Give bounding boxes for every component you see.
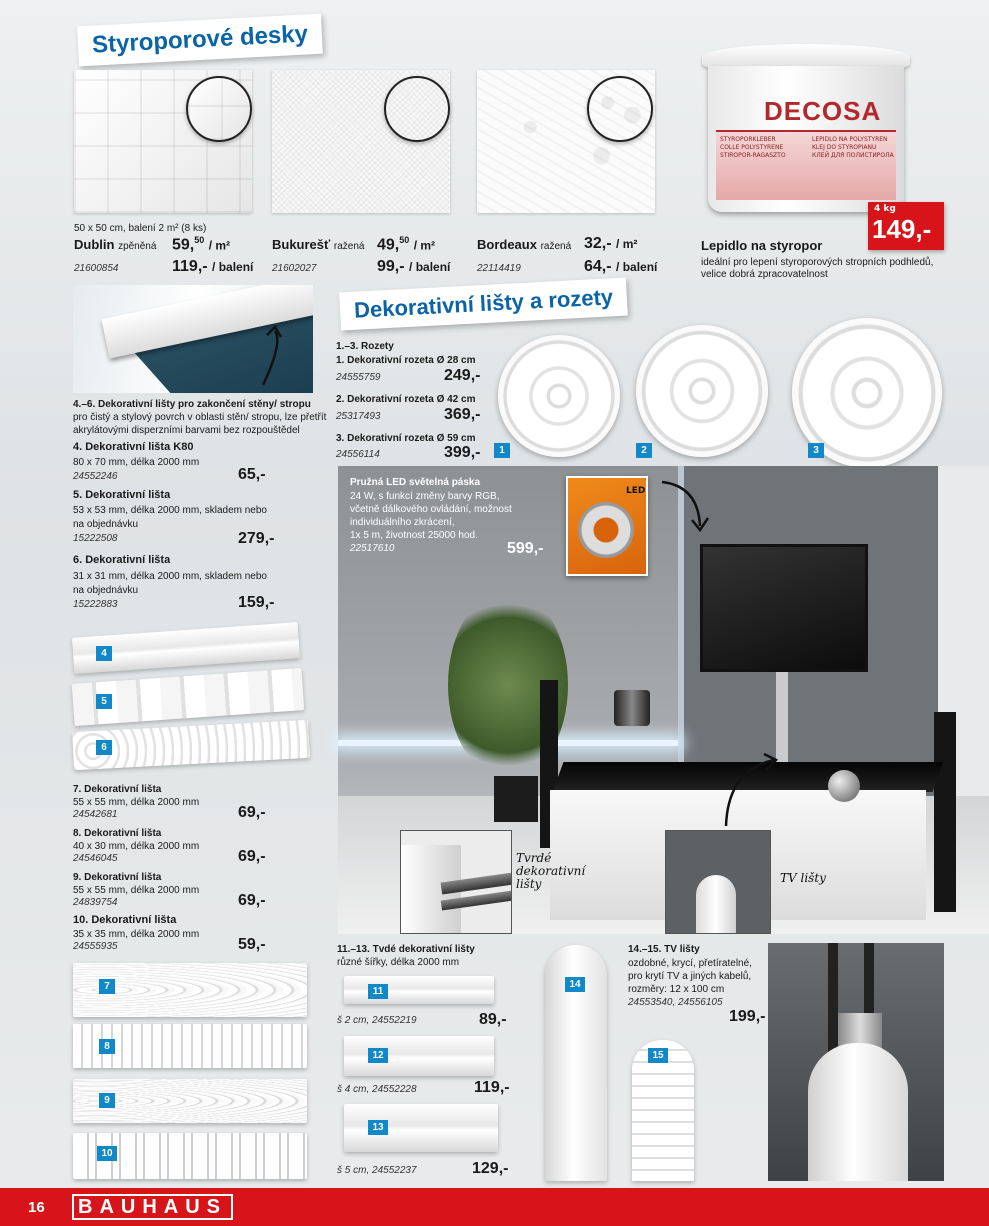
product-name: Dublin: [74, 237, 115, 252]
product-name: Bordeaux: [477, 237, 537, 252]
rosette-1-code: 24555759: [336, 372, 381, 383]
price-main: 64,-: [584, 258, 612, 275]
molding-7-badge: 7: [99, 979, 115, 994]
tv-moldings-inset: [665, 830, 771, 934]
tv-molding-14-badge: 14: [565, 977, 585, 992]
molding-10-spec: 35 x 35 mm, délka 2000 mm: [73, 929, 200, 940]
rosette-3-price: 399,-: [444, 444, 481, 461]
price-unit: / m²: [616, 237, 638, 251]
hard-molding-12-badge: 12: [368, 1048, 388, 1063]
tv-moldings-price: 199,-: [729, 1008, 766, 1025]
led-reel: [578, 502, 634, 558]
plant-pot: [494, 776, 538, 822]
molding-8-price: 69,-: [238, 848, 266, 865]
led-pack-label: LED: [626, 486, 646, 496]
molding-5-label: 5. Dekorativní lišta: [73, 489, 171, 501]
molding-4-price: 65,-: [238, 466, 266, 483]
bucket-text-line: STIROPOR-RAGASZTO: [720, 152, 786, 159]
rosette-2-label: 2. Dekorativní rozeta Ø 42 cm: [336, 394, 476, 405]
molding-5-code: 15222508: [73, 533, 118, 544]
rosettes-header: 1.–3. Rozety: [336, 341, 394, 352]
product-dublin-price-pack: [172, 258, 253, 276]
molding-10-code: 24555935: [73, 941, 118, 952]
price-main: 49,: [377, 236, 400, 254]
rosette-3-badge: 3: [808, 443, 824, 458]
width: š 2 cm,: [337, 1015, 370, 1026]
script-label-line: dekorativní: [516, 864, 586, 878]
molding-6-code: 15222883: [73, 599, 118, 610]
product-name: Bukurešť: [272, 237, 331, 252]
tile-spec: 50 x 50 cm, balení 2 m² (8 ks): [74, 223, 207, 234]
led-strip-desc: včetně dálkového ovládání, možnost: [350, 504, 512, 515]
bucket-text-line: COLLE POLYSTYRENE: [720, 144, 784, 151]
molding-6-price: 159,-: [238, 594, 275, 611]
tile-bukurest-image: [272, 70, 450, 213]
molding-5-spec: na objednávku: [73, 519, 139, 530]
price-cents: 50: [399, 235, 410, 245]
product-dublin-name: [74, 237, 156, 252]
tv-moldings-desc: pro krytí TV a jiných kabelů,: [628, 971, 752, 982]
footer-bar: [0, 1188, 989, 1226]
led-strip-desc: 24 W, s funkcí změny barvy RGB,: [350, 491, 500, 502]
tv-moldings-desc: rozměry: 12 x 100 cm: [628, 984, 725, 995]
price-unit: / m²: [413, 238, 436, 253]
glue-weight: 4 kg: [874, 204, 896, 214]
molding-7-spec: 55 x 55 mm, délka 2000 mm: [73, 797, 200, 808]
molding-10-label: 10. Dekorativní lišta: [73, 914, 177, 926]
product-variant: ražená: [540, 241, 572, 252]
molding-9-code: 24839754: [73, 897, 118, 908]
tv-moldings-codes: 24553540, 24556105: [628, 997, 723, 1008]
product-variant: ražená: [333, 241, 365, 252]
hard-moldings-header: 11.–13. Tvdé dekorativní lišty: [337, 944, 475, 955]
molding-4-label: 4. Dekorativní lišta K80: [73, 441, 194, 453]
rosette-1-image: [498, 335, 620, 457]
hard-moldings-inset: [400, 830, 512, 934]
glue-name: Lepidlo na styropor: [701, 238, 823, 253]
wall-moldings-header: 4.–6. Dekorativní lišty pro zakončení stěny/ stropu: [73, 399, 311, 410]
glue-price-tag: [868, 202, 944, 250]
price-unit: / balení: [616, 260, 658, 274]
script-label-line: Tvrdé: [516, 851, 552, 865]
hard-molding-11-spec: [337, 1015, 417, 1026]
inset-cable-cover: [696, 875, 736, 934]
molding-7-code: 24542681: [73, 809, 118, 820]
led-strip-price: 599,-: [507, 540, 544, 557]
price-cents: 50: [194, 235, 205, 245]
molding-8-spec: 40 x 30 mm, délka 2000 mm: [73, 841, 200, 852]
molding-7-price: 69,-: [238, 804, 266, 821]
tv-moldings-label: TV lišty: [780, 871, 826, 885]
price-main: 119,-: [172, 258, 208, 275]
rosette-2-image: [636, 325, 768, 457]
tv-moldings-desc: ozdobné, krycí, přetíratelné,: [628, 958, 752, 969]
code: 24552237: [372, 1165, 417, 1176]
arrow-icon: [718, 750, 788, 830]
glue-desc-line: velice dobrá zpracovatelnost: [701, 269, 828, 280]
wall-moldings-desc: akrylátovými disperzními barvami bez rozpouštědel: [73, 425, 300, 436]
hard-molding-13-badge: 13: [368, 1120, 388, 1135]
price-unit: / balení: [409, 260, 451, 274]
rosette-2-price: 369,-: [444, 406, 481, 423]
molding-8-label: 8. Dekorativní lišta: [73, 828, 162, 839]
product-bukurest-code: 21602027: [272, 263, 317, 274]
molding-6-label: 6. Dekorativní lišta: [73, 554, 171, 566]
product-bordeaux-code: 22114419: [477, 263, 521, 274]
tile-zoom-circle: [587, 76, 653, 142]
molding-5-price: 279,-: [238, 530, 275, 547]
tile-bordeaux-image: [477, 70, 655, 213]
glue-bucket-image: [692, 44, 920, 214]
rosette-1-price: 249,-: [444, 367, 481, 384]
molding-4-spec: 80 x 70 mm, délka 2000 mm: [73, 457, 200, 468]
led-strip-title: Pružná LED světelná páska: [350, 477, 481, 488]
product-bukurest-price-m2: [377, 235, 435, 254]
bucket-text-line: КЛЕЙ ДЛЯ ПОЛИСТИРОЛА: [812, 152, 894, 159]
section-title-moldings: Dekorativní lišty a rozety: [339, 278, 628, 331]
price-main: 32,-: [584, 235, 612, 252]
width: š 4 cm,: [337, 1084, 370, 1095]
molding-9-badge: 9: [99, 1093, 115, 1108]
price-unit: / m²: [208, 238, 231, 253]
bucket-body: [708, 66, 904, 212]
bucket-text-line: KLEJ DO STYROPIANU: [812, 144, 877, 151]
hard-molding-12-price: 119,-: [474, 1079, 510, 1096]
hard-molding-11-image: [344, 976, 494, 1004]
molding-4-badge: 4: [96, 646, 112, 661]
glue-price: 149,-: [872, 214, 932, 244]
arrow-icon: [658, 476, 712, 536]
bucket-label-band: [716, 130, 896, 200]
price-main: 99,-: [377, 258, 405, 275]
tv-molding-photo: [768, 943, 944, 1181]
bauhaus-logo: [72, 1194, 233, 1220]
code: 24552219: [372, 1015, 417, 1026]
arrow-icon: [253, 323, 303, 389]
molding-4-code: 24552246: [73, 471, 118, 482]
tile-dublin-image: [74, 70, 252, 213]
tv-molding-15-badge: 15: [648, 1048, 668, 1063]
speaker-right: [934, 712, 956, 912]
product-dublin-price-m2: [172, 235, 230, 254]
bauhaus-logo-text: BAUHAUS: [78, 1195, 227, 1218]
molding-6-spec: na objednávku: [73, 585, 139, 596]
glue-desc-line: ideální pro lepení styroporových stropních podhledů,: [701, 257, 934, 268]
hard-molding-12-image: [344, 1036, 494, 1076]
product-dublin-code: 21600854: [74, 263, 119, 274]
rosette-1-badge: 1: [494, 443, 510, 458]
bucket-text-line: LEPIDLO NA POLYSTYREN: [812, 136, 888, 143]
product-variant: zpěněná: [118, 241, 157, 252]
rosette-1-label: 1. Dekorativní rozeta Ø 28 cm: [336, 355, 476, 366]
section-title-tiles: Styroporové desky: [77, 14, 323, 67]
rosette-2-code: 25317493: [336, 411, 381, 422]
molding-8-badge: 8: [99, 1039, 115, 1054]
rosette-3-label: 3. Dekorativní rozeta Ø 59 cm: [336, 433, 476, 444]
hard-moldings-sub: různé šířky, délka 2000 mm: [337, 957, 460, 968]
rosette-3-code: 24556114: [336, 449, 380, 460]
molding-6-badge: 6: [96, 740, 112, 755]
molding-7-label: 7. Dekorativní lišta: [73, 784, 162, 795]
molding-5-spec: 53 x 53 mm, délka 2000 mm, skladem nebo: [73, 505, 267, 516]
molding-6-spec: 31 x 31 mm, délka 2000 mm, skladem nebo: [73, 571, 267, 582]
hard-molding-13-price: 129,-: [472, 1160, 509, 1177]
led-strip-desc: individuálního zkrácení,: [350, 517, 455, 528]
page-number: 16: [28, 1199, 45, 1216]
hard-molding-13-spec: [337, 1165, 417, 1176]
script-label-line: lišty: [516, 877, 542, 891]
price-main: 59,: [172, 236, 195, 254]
wall-moldings-desc: pro čistý a stylový povrch v oblasti stěn/ stropu, lze přetřít: [73, 412, 327, 423]
hard-molding-12-spec: [337, 1084, 417, 1095]
product-bukurest-name: [272, 237, 364, 252]
hard-moldings-label: [516, 852, 585, 891]
bucket-brand: DECOSA: [764, 96, 882, 126]
code: 24552228: [372, 1084, 417, 1095]
product-bordeaux-price-pack: [584, 258, 657, 276]
lamp: [614, 690, 650, 726]
molding-9-label: 9. Dekorativní lišta: [73, 872, 162, 883]
rosette-2-badge: 2: [636, 443, 652, 458]
vase: [828, 770, 860, 802]
wall-molding-photo: [73, 285, 313, 393]
tv-moldings-header: 14.–15. TV lišty: [628, 944, 700, 955]
molding-5-badge: 5: [96, 694, 112, 709]
molding-9-spec: 55 x 55 mm, délka 2000 mm: [73, 885, 200, 896]
tv: [700, 544, 868, 672]
product-bukurest-price-pack: [377, 258, 450, 276]
led-strip-desc: 1x 5 m, životnost 25000 hod.: [350, 530, 478, 541]
bucket-text-line: STYROPORKLEBER: [720, 136, 776, 143]
hard-molding-11-badge: 11: [368, 984, 388, 999]
molding-10-badge: 10: [97, 1146, 117, 1161]
product-bordeaux-name: [477, 237, 571, 252]
molding-9-price: 69,-: [238, 892, 266, 909]
led-strip-code: 22517610: [350, 543, 395, 554]
product-bordeaux-price-m2: [584, 235, 637, 253]
width: š 5 cm,: [337, 1165, 370, 1176]
molding-8-code: 24546045: [73, 853, 118, 864]
hard-molding-11-price: 89,-: [479, 1011, 507, 1028]
led-strip-package: [566, 476, 648, 576]
cable-cover: [808, 1043, 908, 1181]
tile-zoom-circle: [384, 76, 450, 142]
molding-10-price: 59,-: [238, 936, 266, 953]
tile-zoom-circle: [186, 76, 252, 142]
price-unit: / balení: [212, 260, 254, 274]
